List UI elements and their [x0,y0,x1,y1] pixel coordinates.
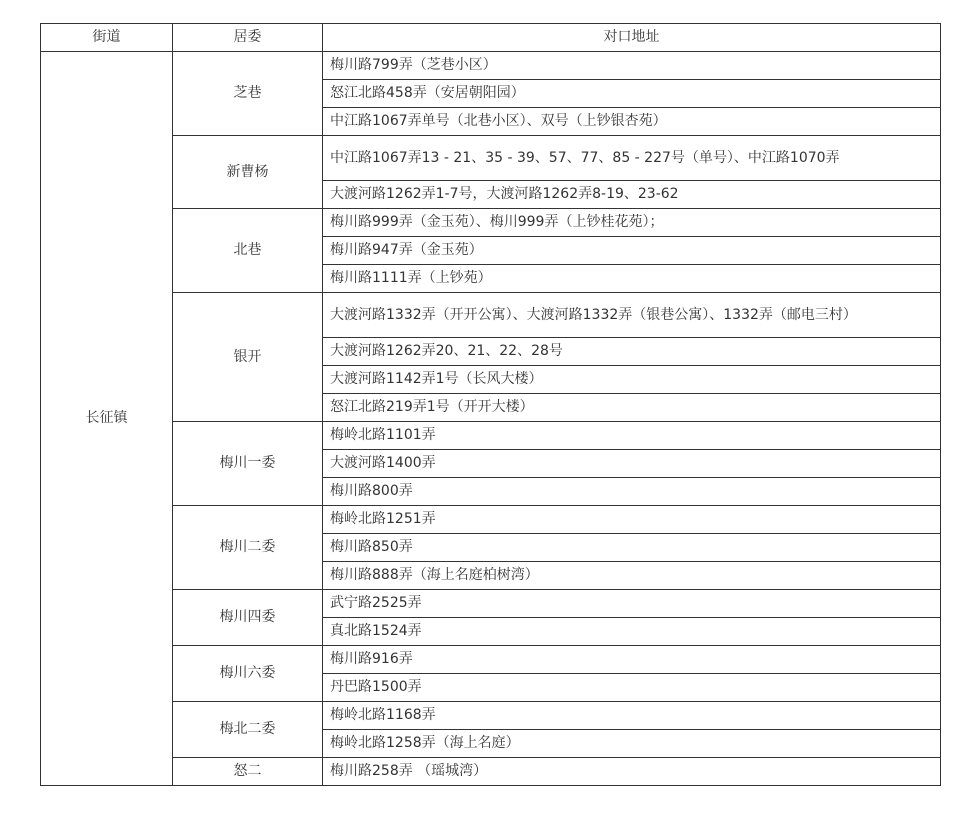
header-committee: 居委 [173,24,323,52]
address-cell: 大渡河路1332弄（开开公寓）、大渡河路1332弄（银巷公寓）、1332弄（邮电三村） [323,293,941,338]
committee-cell: 北巷 [173,209,323,293]
committee-cell: 梅川六委 [173,646,323,702]
address-table [40,23,941,786]
committee-cell: 怒二 [173,758,323,786]
address-cell: 中江路1067弄13 - 21、35 - 39、57、77、85 - 227号（单号）、中江路1070弄 [323,136,941,181]
address-cell: 真北路1524弄 [323,618,941,646]
committee-cell: 梅川四委 [173,590,323,646]
committee-cell: 梅川二委 [173,506,323,590]
header-street: 街道 [41,24,173,52]
committee-cell: 芝巷 [173,52,323,136]
address-cell: 梅川路916弄 [323,646,941,674]
address-cell: 大渡河路1262弄1-7号，大渡河路1262弄8-19、23-62 [323,181,941,209]
address-cell: 怒江北路458弄（安居朝阳园） [323,80,941,108]
address-cell: 梅川路258弄 （瑶城湾） [323,758,941,786]
address-cell: 梅川路850弄 [323,534,941,562]
address-cell: 梅川路999弄（金玉苑）、梅川999弄（上钞桂花苑）； [323,209,941,237]
table-row [41,702,941,730]
address-cell: 梅岭北路1168弄 [323,702,941,730]
committee-cell: 银开 [173,293,323,422]
address-cell: 梅川路947弄（金玉苑） [323,237,941,265]
address-cell: 武宁路2525弄 [323,590,941,618]
address-cell: 梅川路1111弄（上钞苑） [323,265,941,293]
address-cell: 大渡河路1400弄 [323,450,941,478]
address-cell: 怒江北路219弄1号（开开大楼） [323,394,941,422]
address-cell: 梅川路888弄（海上名庭柏树湾） [323,562,941,590]
table-row [41,758,941,786]
address-cell: 梅岭北路1258弄（海上名庭） [323,730,941,758]
table-row [41,293,941,338]
committee-cell: 梅北二委 [173,702,323,758]
header-row [41,24,941,52]
address-cell: 梅川路800弄 [323,478,941,506]
address-cell: 大渡河路1142弄1号（长风大楼） [323,366,941,394]
address-cell: 梅岭北路1251弄 [323,506,941,534]
table-row [41,646,941,674]
table-row [41,506,941,534]
header-address: 对口地址 [323,24,941,52]
committee-cell: 新曹杨 [173,136,323,209]
address-cell: 梅川路799弄（芝巷小区） [323,52,941,80]
address-cell: 丹巴路1500弄 [323,674,941,702]
address-cell: 大渡河路1262弄20、21、22、28号 [323,338,941,366]
address-cell: 中江路1067弄单号（北巷小区）、双号（上钞银杏苑） [323,108,941,136]
address-cell: 梅岭北路1101弄 [323,422,941,450]
table-row [41,209,941,237]
table-row [41,590,941,618]
table-row [41,52,941,80]
table-row [41,422,941,450]
committee-cell: 梅川一委 [173,422,323,506]
table-row [41,136,941,181]
street-cell: 长征镇 [41,52,173,786]
table-body [41,52,941,786]
